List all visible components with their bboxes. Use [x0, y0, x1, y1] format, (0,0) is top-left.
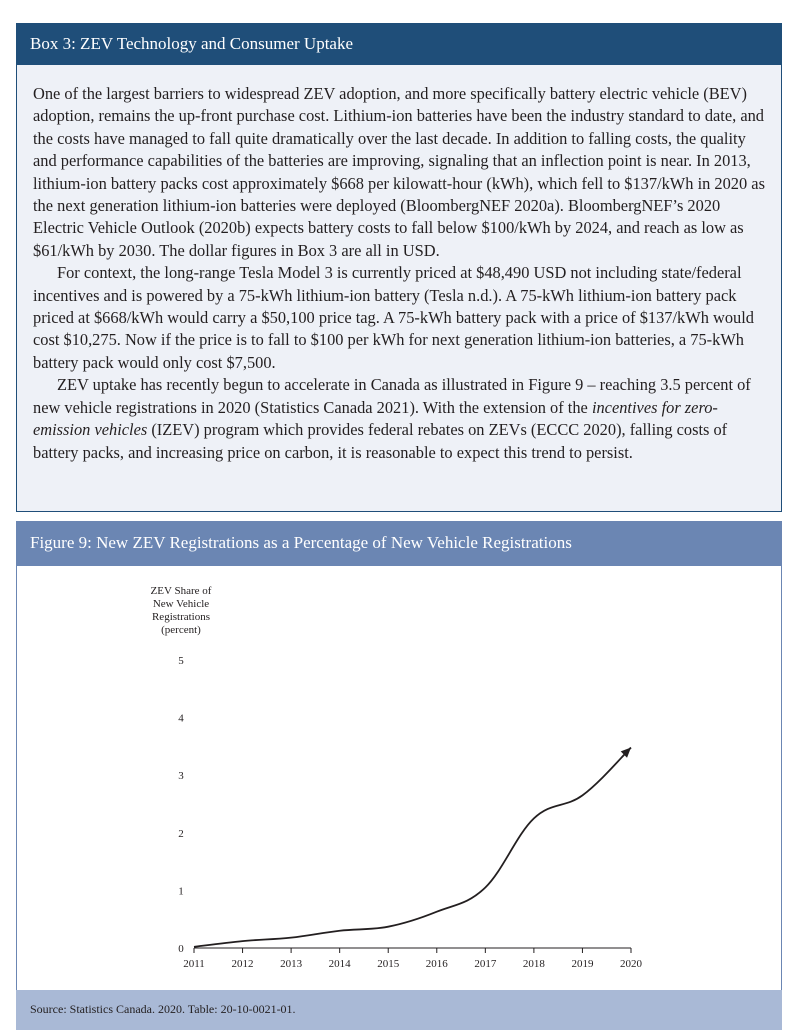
- box-title-bar: [16, 23, 782, 65]
- y-tick-label: 3: [178, 770, 184, 783]
- source-bar: [16, 990, 782, 1030]
- y-tick-label: 5: [178, 655, 184, 667]
- box-paragraph-3-text-a: ZEV uptake has recently begun to accelerate in Canada as illustrated in Figure 9 – reaching 3.5 percent of new vehicle registrations in 2020 (Statistics Canada 2021). With the extension of the: [33, 375, 751, 417]
- y-axis-label: [151, 585, 212, 636]
- box-paragraph-3: [33, 374, 767, 464]
- x-tick-label: 2014: [328, 958, 351, 970]
- figure-title: Figure 9: New ZEV Registrations as a Percentage of New Vehicle Registrations: [30, 533, 572, 552]
- x-tick-label: 2018: [522, 958, 545, 970]
- y-tick-label: 4: [178, 712, 184, 725]
- y-tick-label: 2: [178, 827, 184, 840]
- box-paragraph-3-italic: incentives for zero-emission vehicles: [33, 397, 718, 440]
- y-axis-label-line: ZEV Share of: [150, 585, 212, 597]
- figure-body: [16, 566, 782, 990]
- zev-share-chart: [17, 566, 780, 990]
- y-axis-label-line: (percent): [161, 624, 201, 636]
- box-title: Box 3: ZEV Technology and Consumer Uptake: [30, 34, 354, 53]
- y-tick-label: 0: [178, 943, 184, 955]
- data-points: [192, 746, 633, 949]
- x-tick-label: 2020: [620, 958, 642, 970]
- box-paragraph-1: One of the largest barriers to widespread ZEV adoption, and more specifically battery electric vehicle (BEV) adoption, remains the up-front purchase cost. Lithium-ion batteries have been the industry standard to date, and the costs have managed to fall quite dramatically over the last decade. In addition to falling costs, the quality and performance capabilities of the batteries are improving, signaling that an inflection point is near. In 2013, lithium-ion battery packs cost approximately $668 per kilowatt-hour (kWh), which fell to $137/kWh in 2020 as the next generation lithium-ion batteries were deployed (BloombergNEF 2020a). BloombergNEF’s 2020 Electric Vehicle Outlook (2020b) expects battery costs to fall below $100/kWh by 2024, and reach as low as $61/kWh by 2030. The dollar figures in Box 3 are all in USD.: [33, 84, 765, 260]
- series-line: [194, 748, 631, 947]
- x-tick-label: 2013: [280, 958, 303, 970]
- box-paragraph-3-text-b: (IZEV) program which provides federal rebates on ZEVs (ECCC 2020), falling costs of battery packs, and increasing price on carbon, it is reasonable to expect this trend to persist.: [33, 420, 728, 462]
- y-axis-label-line: New Vehicle: [152, 598, 210, 610]
- x-tick-label: 2011: [183, 958, 205, 970]
- figure-title-bar: [16, 521, 782, 566]
- x-tick-label: 2015: [377, 958, 400, 970]
- source-note: Source: Statistics Canada. 2020. Table: 20-10-0021-01.: [30, 1002, 296, 1016]
- box-paragraph-2: For context, the long-range Tesla Model 3 is currently priced at $48,490 USD not including state/federal incentives and is powered by a 75-kWh lithium-ion battery (Tesla n.d.). A 75-kWh lithium-ion battery pack priced at $668/kWh would carry a $50,100 price tag. A 75-kWh battery pack with a price of $137/kWh would cost $10,275. Now if the price is to fall to $100 per kWh for next generation lithium-ion batteries, a 75-kWh battery pack would only cost $7,500.: [33, 263, 754, 372]
- box-body: [16, 65, 782, 512]
- y-axis-label-line: Registrations: [151, 611, 211, 623]
- x-tick-label: 2019: [571, 958, 594, 970]
- y-tick-label: 1: [178, 885, 184, 898]
- x-tick-label: 2016: [425, 958, 448, 970]
- x-tick-label: 2012: [231, 958, 254, 970]
- x-axis-ticks: [183, 948, 642, 970]
- x-tick-label: 2017: [474, 958, 497, 970]
- y-axis-ticks: [178, 655, 184, 955]
